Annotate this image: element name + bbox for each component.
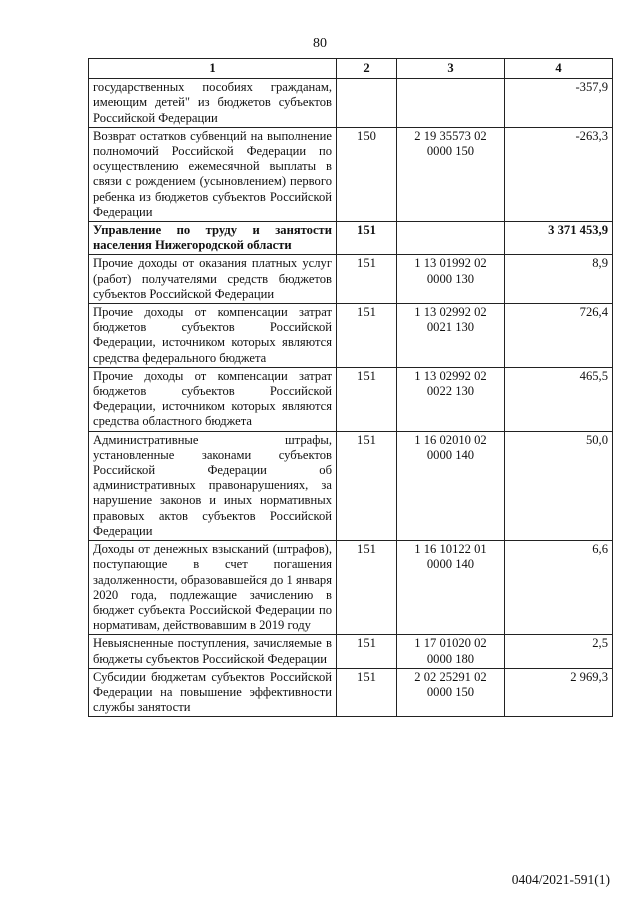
row-admin-code: 151	[337, 304, 397, 368]
table-row	[89, 127, 613, 221]
row-budget-code: 1 16 02010 02 0000 140	[397, 431, 505, 540]
row-admin-code: 151	[337, 635, 397, 668]
table-row	[89, 255, 613, 304]
row-budget-code: 1 13 02992 02 0022 130	[397, 367, 505, 431]
row-name: Невыясненные поступления, зачисляемые в бюджеты субъектов Российской Федерации	[89, 635, 337, 668]
row-admin-code: 151	[337, 255, 397, 304]
page-number: 80	[313, 36, 327, 51]
row-name: Возврат остатков субвенций на выполнение полномочий Российской Федерации по осуществлению ежемесячной выплаты в связи с рождением (усыновлением) первого ребенка из бюджетов субъектов Российской Федерации	[89, 127, 337, 221]
row-name: государственных пособиях гражданам, имеющим детей" из бюджетов субъектов Российской Федерации	[89, 79, 337, 128]
table-row	[89, 367, 613, 431]
row-budget-code: 1 13 01992 02 0000 130	[397, 255, 505, 304]
row-admin-code: 151	[337, 541, 397, 635]
header-col-4: 4	[505, 59, 613, 79]
row-admin-code: 150	[337, 127, 397, 221]
table-row	[89, 79, 613, 128]
header-col-1: 1	[89, 59, 337, 79]
row-name: Прочие доходы от компенсации затрат бюджетов субъектов Российской Федерации, источником которых являются средства федерального бюджета	[89, 304, 337, 368]
row-name: Субсидии бюджетам субъектов Российской Федерации на повышение эффективности службы занятости	[89, 668, 337, 717]
row-budget-code: 2 02 25291 02 0000 150	[397, 668, 505, 717]
row-amount: 3 371 453,9	[505, 222, 613, 255]
row-amount: 8,9	[505, 255, 613, 304]
row-amount: 726,4	[505, 304, 613, 368]
table-row	[89, 541, 613, 635]
table-row	[89, 668, 613, 717]
table-row	[89, 635, 613, 668]
row-admin-code: 151	[337, 367, 397, 431]
document-registration-code: 0404/2021-591(1)	[511, 872, 610, 887]
row-name: Административные штрафы, установленные законами субъектов Российской Федерации об административных правонарушениях, за нарушение законов и иных нормативных правовых актов субъектов Российской Федерации	[89, 431, 337, 540]
header-col-2: 2	[337, 59, 397, 79]
row-amount: -263,3	[505, 127, 613, 221]
table-row	[89, 431, 613, 540]
row-name: Управление по труду и занятости населения Нижегородской области	[89, 222, 337, 255]
row-admin-code	[337, 79, 397, 128]
header-col-3: 3	[397, 59, 505, 79]
row-amount: 6,6	[505, 541, 613, 635]
row-budget-code: 1 13 02992 02 0021 130	[397, 304, 505, 368]
table-row	[89, 304, 613, 368]
row-name: Доходы от денежных взысканий (штрафов), поступающие в счет погашения задолженности, образовавшейся до 1 января 2020 года, подлежащие зачислению в бюджет субъекта Российской Федерации по нормативам, действовавшим в 2019 году	[89, 541, 337, 635]
table-row-section-heading	[89, 222, 613, 255]
row-admin-code: 151	[337, 222, 397, 255]
row-budget-code: 1 17 01020 02 0000 180	[397, 635, 505, 668]
row-name: Прочие доходы от компенсации затрат бюджетов субъектов Российской Федерации, источником которых являются средства областного бюджета	[89, 367, 337, 431]
row-amount: 50,0	[505, 431, 613, 540]
row-amount: 2,5	[505, 635, 613, 668]
row-admin-code: 151	[337, 431, 397, 540]
row-amount: -357,9	[505, 79, 613, 128]
row-budget-code	[397, 222, 505, 255]
table-header-row	[89, 59, 613, 79]
row-amount: 2 969,3	[505, 668, 613, 717]
row-budget-code	[397, 79, 505, 128]
row-name: Прочие доходы от оказания платных услуг (работ) получателями средств бюджетов субъектов Российской Федерации	[89, 255, 337, 304]
row-amount: 465,5	[505, 367, 613, 431]
row-budget-code: 2 19 35573 02 0000 150	[397, 127, 505, 221]
row-budget-code: 1 16 10122 01 0000 140	[397, 541, 505, 635]
budget-table	[88, 58, 613, 717]
row-admin-code: 151	[337, 668, 397, 717]
